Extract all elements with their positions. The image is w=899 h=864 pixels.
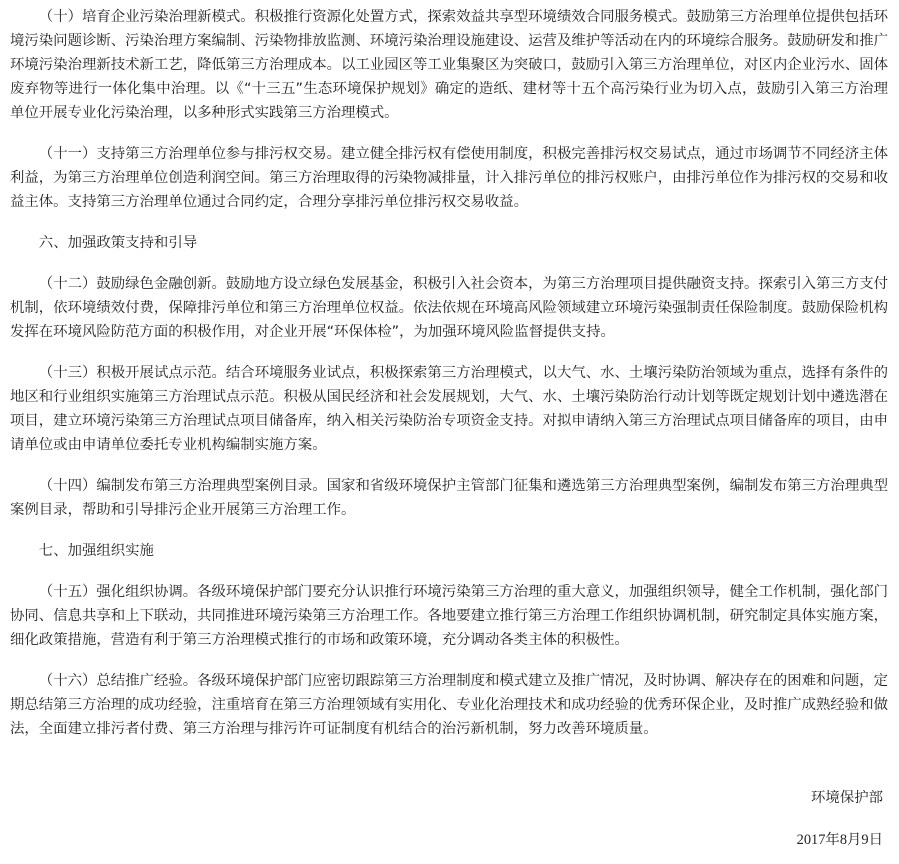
paragraph-gap xyxy=(10,522,888,539)
paragraph-11: （十一）支持第三方治理单位参与排污权交易。建立健全排污权有偿使用制度，积极完善排污权交易试点，通过市场调节不同经济主体利益，为第三方治理单位创造利润空间。第三方治理取得的污染物减排量，计入排污单位的排污权账户，由排污单位作为排污权的交易和收益主体。支持第三方治理单位通过合同约定，合理分享排污单位排污权交易收益。 xyxy=(10,146,888,210)
paragraph-gap xyxy=(10,652,888,669)
paragraph-gap xyxy=(10,563,888,580)
paragraph-13: （十三）积极开展试点示范。结合环境服务业试点，积极探索第三方治理模式，以大气、水、土壤污染防治领域为重点，选择有条件的地区和行业组织实施第三方治理试点示范。积极从国民经济和社会发展规划，大气、水、土壤污染防治行动计划等既定规划计划中遴选潜在项目，建立环境污染第三方治理试点项目储备库，纳入相关污染防治专项资金支持。对拟申请纳入第三方治理试点项目储备库的项目，由申请单位或由申请单位委托专业机构编制实施方案。 xyxy=(10,365,888,453)
paragraph-16: （十六）总结推广经验。各级环境保护部门应密切跟踪第三方治理制度和模式建立及推广情况，及时协调、解决存在的困难和问题，定期总结第三方治理的成功经验，注重培育在第三方治理领域有实用化、专业化治理技术和成功经验的优秀环保企业，及时推广成熟经验和做法，全面建立排污者付费、第三方治理与排污许可证制度有机结合的治污新机制，努力改善环境质量。 xyxy=(10,673,888,737)
paragraph-15: （十五）强化组织协调。各级环境保护部门要充分认识推行环境污染第三方治理的重大意义，加强组织领导，健全工作机制，强化部门协同、信息共享和上下联动，共同推进环境污染第三方治理工作。各地要建立推行第三方治理工作组织协调机制，研究制定具体实施方案，细化政策措施，营造有利于第三方治理模式推行的市场和政策环境，充分调动各类主体的积极性。 xyxy=(10,584,888,648)
paragraph-gap xyxy=(10,214,888,231)
signature-organization: 环境保护部 xyxy=(811,790,883,806)
paragraph-gap xyxy=(10,125,888,142)
paragraph-gap xyxy=(10,344,888,361)
document-body xyxy=(10,5,888,741)
signature-date: 2017年8月9日 xyxy=(796,832,883,848)
section-heading-6: 六、加强政策支持和引导 xyxy=(38,235,198,251)
paragraph-gap xyxy=(10,255,888,272)
section-heading-7: 七、加强组织实施 xyxy=(38,543,154,559)
paragraph-gap xyxy=(10,457,888,474)
paragraph-10: （十）培育企业污染治理新模式。积极推行资源化处置方式，探索效益共享型环境绩效合同服务模式。鼓励第三方治理单位提供包括环境污染问题诊断、污染治理方案编制、污染物排放监测、环境污染治理设施建设、运营及维护等活动在内的环境综合服务。鼓励研发和推广环境污染治理新技术新工艺，降低第三方治理成本。以工业园区等工业集聚区为突破口，鼓励引入第三方治理单位，对区内企业污水、固体废弃物等进行一体化集中治理。以《“十三五”生态环境保护规划》确定的造纸、建材等十五个高污染行业为切入点，鼓励引入第三方治理单位开展专业化污染治理，以多种形式实践第三方治理模式。 xyxy=(10,9,888,121)
paragraph-12: （十二）鼓励绿色金融创新。鼓励地方设立绿色发展基金，积极引入社会资本，为第三方治理项目提供融资支持。探索引入第三方支付机制，依环境绩效付费，保障排污单位和第三方治理单位权益。依法依规在环境高风险领域建立环境污染强制责任保险制度。鼓励保险机构发挥在环境风险防范方面的积极作用，对企业开展“环保体检”，为加强环境风险监督提供支持。 xyxy=(10,276,888,340)
paragraph-14: （十四）编制发布第三方治理典型案例目录。国家和省级环境保护主管部门征集和遴选第三方治理典型案例，编制发布第三方治理典型案例目录，帮助和引导排污企业开展第三方治理工作。 xyxy=(10,478,888,518)
